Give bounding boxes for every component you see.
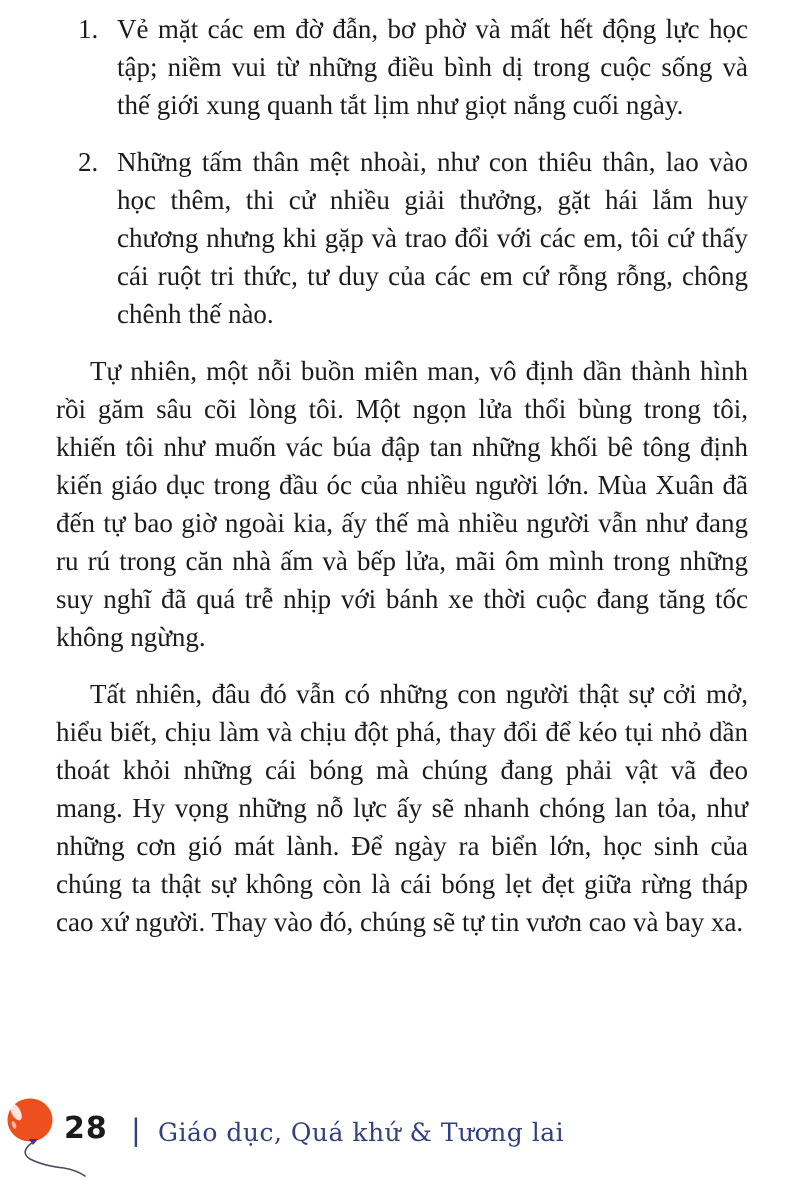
list-item-text: Vẻ mặt các em đờ đẫn, bơ phờ và mất hết động lực học tập; niềm vui từ những điều bình dị trong cuộc sống và thế giới xung quanh tắt lịm như giọt nắng cuối ngày. <box>117 14 748 120</box>
paragraph: Tất nhiên, đâu đó vẫn có những con người thật sự cởi mở, hiểu biết, chịu làm và chịu đột phá, thay đổi để kéo tụi nhỏ dần thoát khỏi những cái bóng mà chúng đang phải vật vã đeo mang. Hy vọng những nỗ lực ấy sẽ nhanh chóng lan tỏa, như những cơn gió mát lành. Để ngày ra biển lớn, học sinh của chúng ta thật sự không còn là cái bóng lẹt đẹt giữa rừng tháp cao xứ người. Thay vào đó, chúng sẽ tự tin vươn cao và bay xa. <box>56 679 748 937</box>
list-item <box>56 143 748 333</box>
list-item <box>56 10 748 124</box>
paragraph: Tự nhiên, một nỗi buồn miên man, vô định dần thành hình rồi găm sâu cõi lòng tôi. Một ngọn lửa thổi bùng trong tôi, khiến tôi như muốn vác búa đập tan những khối bê tông định kiến giáo dục trong đầu óc của nhiều người lớn. Mùa Xuân đã đến tự bao giờ ngoài kia, ấy thế mà nhiều người vẫn như đang ru rú trong căn nhà ấm và bếp lửa, mãi ôm mình trong những suy nghĩ đã quá trễ nhịp với bánh xe thời cuộc đang tăng tốc không ngừng. <box>56 356 748 652</box>
list-item-text: Những tấm thân mệt nhoài, như con thiêu thân, lao vào học thêm, thi cử nhiều giải thưởng, gặt hái lắm huy chương nhưng khi gặp và trao đổi với các em, tôi cứ thấy cái ruột tri thức, tư duy của các em cứ rỗng rỗng, chông chênh thế nào. <box>117 147 748 329</box>
list-item-number: 1. <box>78 14 99 44</box>
page-body-text <box>56 10 748 941</box>
page-footer <box>0 1090 800 1181</box>
footer-separator-bar: | <box>131 1113 141 1147</box>
list-item-number: 2. <box>78 147 99 177</box>
numbered-list <box>56 10 748 333</box>
page-number: 28 <box>64 1111 108 1146</box>
book-title: Giáo dục, Quá khứ & Tương lai <box>158 1118 565 1147</box>
